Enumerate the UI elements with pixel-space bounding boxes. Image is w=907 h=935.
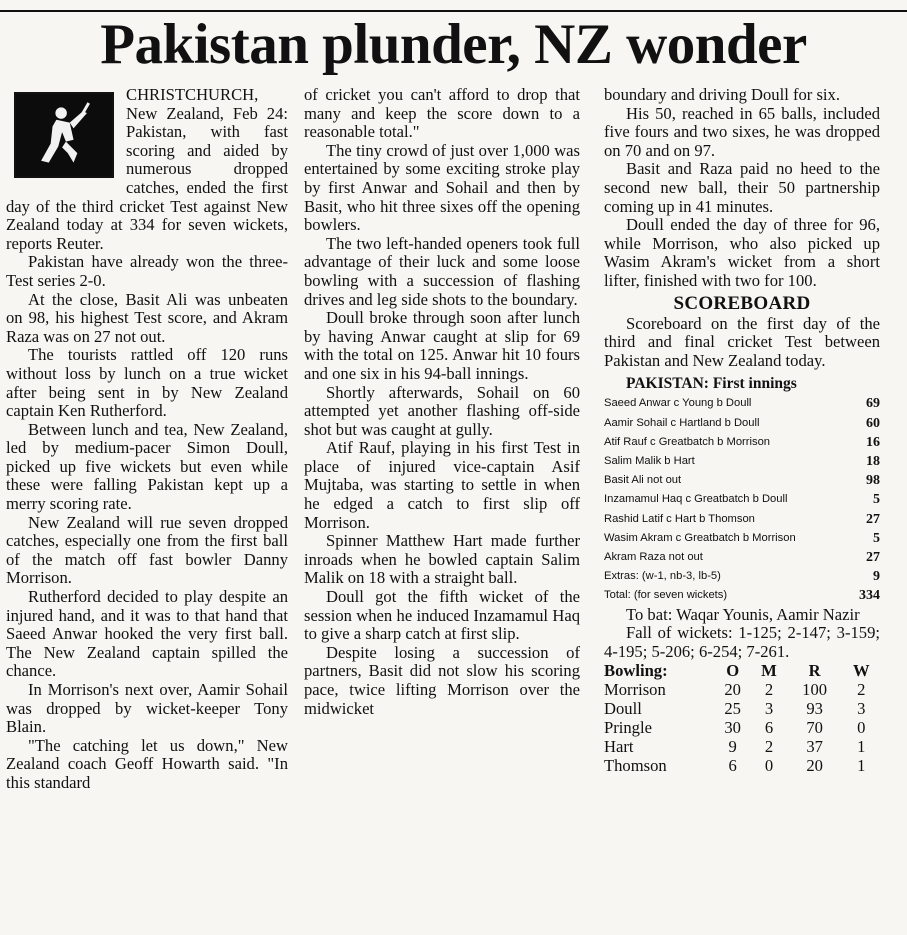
batting-row bbox=[604, 586, 880, 605]
article-paragraph: Basit and Raza paid no heed to the second new ball, their 50 partnership coming up in 41 minutes. bbox=[604, 159, 880, 216]
scoreboard-intro: Scoreboard on the first day of the third and final cricket Test between Pakistan and New Zealand today. bbox=[604, 313, 880, 370]
batting-row bbox=[604, 471, 880, 490]
batsman-entry: Saeed Anwar c Young b Doull bbox=[604, 397, 752, 410]
batsman-runs: 98 bbox=[866, 473, 880, 489]
article-paragraph: Doull ended the day of three for 96, while Morrison, who also picked up Wasim Akram's wicket from a short lifter, finished with two for 100. bbox=[604, 215, 880, 290]
bowling-figure: 93 bbox=[806, 699, 823, 719]
batting-row bbox=[604, 529, 880, 548]
fall-of-wickets: Fall of wickets: 1-125; 2-147; 3-159; 4-195; 5-206; 6-254; 7-261. bbox=[604, 623, 880, 661]
article-paragraph: The two left-handed openers took full advantage of their luck and some loose bowling with a succession of flashing drives and leg side shots to the boundary. bbox=[304, 233, 580, 309]
bowling-header-cell: R bbox=[808, 661, 821, 681]
batsman-runs: 334 bbox=[859, 588, 880, 604]
batsman-runs: 16 bbox=[866, 434, 880, 450]
bowling-figure: 100 bbox=[802, 680, 828, 700]
bowling-figure: 3 bbox=[857, 699, 866, 719]
scoreboard-title: SCOREBOARD bbox=[673, 292, 811, 314]
batting-row bbox=[604, 452, 880, 471]
bowling-row bbox=[604, 718, 880, 737]
batsman-entry: Aamir Sohail c Hartland b Doull bbox=[604, 416, 760, 429]
headline: Pakistan plunder, NZ wonder bbox=[100, 13, 807, 76]
article-paragraph: Despite losing a succession of partners, Basit did not slow his scoring pace, twice lifting Morrison over the midwicket bbox=[304, 642, 580, 718]
article-paragraph: Atif Rauf, playing in his first Test in place of injured vice-captain Asif Mujtaba, was starting to settle in when he edged a catch to first slip off Morrison. bbox=[304, 438, 580, 532]
bowling-figure: 25 bbox=[724, 699, 741, 719]
batsman-runs: 5 bbox=[873, 530, 880, 546]
bowling-figure: 9 bbox=[728, 737, 737, 757]
bowling-row bbox=[604, 737, 880, 756]
batsman-runs: 60 bbox=[866, 415, 880, 431]
article-paragraph: At the close, Basit Ali was unbeaten on 98, his highest Test score, and Akram Raza was on 27 not out. bbox=[6, 289, 288, 346]
bowling-figure: 0 bbox=[857, 718, 866, 738]
bowling-header-cell: O bbox=[726, 661, 740, 681]
bowler-name: Morrison bbox=[604, 680, 666, 700]
batsman-entry: Rashid Latif c Hart b Thomson bbox=[604, 512, 755, 525]
bowling-figure: 1 bbox=[857, 756, 866, 776]
batsman-entry: Atif Rauf c Greatbatch b Morrison bbox=[604, 435, 771, 448]
bowling-header-cell: Bowling: bbox=[604, 661, 668, 681]
bowling-table bbox=[604, 661, 880, 775]
article-lead: CHRISTCHURCH, New Zealand, Feb 24: Pakistan, with fast scoring and aided by numerous dropped catches, ended the first day of the third cricket Test against New Zealand today at 334 for seven wickets, reports Reuter. bbox=[6, 85, 288, 253]
article-paragraph: His 50, reached in 65 balls, included five fours and two sixes, he was dropped on 70 and on 97. bbox=[604, 103, 880, 160]
bowling-figure: 6 bbox=[764, 718, 774, 738]
batting-list bbox=[604, 394, 880, 605]
batsman-runs: 27 bbox=[866, 549, 880, 565]
article-paragraph: New Zealand will rue seven dropped catches, especially one from the first ball of the match off fast bowler Danny Morrison. bbox=[6, 512, 288, 588]
batsman-runs: 69 bbox=[866, 396, 880, 412]
cricket-batsman-icon bbox=[14, 92, 114, 178]
bowling-header-cell: M bbox=[761, 661, 777, 681]
batsman-runs: 9 bbox=[873, 569, 880, 585]
article-paragraph: Pakistan have already won the three-Test series 2-0. bbox=[6, 252, 288, 290]
article-paragraph: Spinner Matthew Hart made further inroads when he bowled captain Salim Malik on 18 with a straight ball. bbox=[304, 531, 580, 588]
bowling-header-cell: W bbox=[853, 661, 870, 681]
bowling-row bbox=[604, 756, 880, 775]
bowling-figure: 2 bbox=[764, 737, 774, 757]
batsman-entry: Wasim Akram c Greatbatch b Morrison bbox=[604, 531, 796, 544]
article-paragraph: Rutherford decided to play despite an injured hand, and it was to that hand that Saeed Anwar hooked the very first ball. The New Zealand captain spilled the chance. bbox=[6, 587, 288, 681]
innings-label: PAKISTAN: First innings bbox=[626, 375, 797, 393]
article-column-1 bbox=[6, 86, 288, 793]
article-paragraph: boundary and driving Doull for six. bbox=[604, 85, 840, 104]
bowling-figure: 3 bbox=[764, 699, 774, 719]
batsman-runs: 5 bbox=[873, 492, 880, 508]
bowling-figure: 30 bbox=[724, 718, 741, 738]
bowling-figure: 2 bbox=[764, 680, 774, 700]
batsman-entry: Akram Raza not out bbox=[604, 550, 703, 563]
batsman-runs: 27 bbox=[866, 511, 880, 527]
batsman-entry: Inzamamul Haq c Greatbatch b Doull bbox=[604, 493, 788, 506]
bowling-figure: 20 bbox=[724, 680, 741, 700]
article-column-3 bbox=[604, 86, 880, 775]
batsman-silhouette-icon bbox=[16, 94, 112, 176]
article-column-2 bbox=[304, 86, 580, 718]
article-paragraph: "The catching let us down," New Zealand coach Geoff Howarth said. "In this standard bbox=[6, 735, 288, 792]
article-paragraph: The tourists rattled off 120 runs without loss by lunch on a true wicket after being sent in by New Zealand captain Ken Rutherford. bbox=[6, 345, 288, 421]
batting-row bbox=[604, 548, 880, 567]
bowling-figure: 0 bbox=[764, 756, 774, 776]
article-paragraph: In Morrison's next over, Aamir Sohail was dropped by wicket-keeper Tony Blain. bbox=[6, 680, 288, 737]
bowling-row bbox=[604, 699, 880, 718]
bowling-row bbox=[604, 680, 880, 699]
bowling-figure: 6 bbox=[728, 756, 737, 776]
bowler-name: Hart bbox=[604, 737, 634, 757]
article-paragraph: The tiny crowd of just over 1,000 was entertained by some exciting stroke play by first Anwar and Sohail and then by Basit, who hit three sixes off the opening bowlers. bbox=[304, 140, 580, 235]
batting-row bbox=[604, 394, 880, 413]
article-paragraph: Doull got the fifth wicket of the session when he induced Inzamamul Haq to give a sharp catch at first slip. bbox=[304, 587, 580, 644]
bowling-figure: 37 bbox=[806, 737, 823, 757]
bowling-figure: 20 bbox=[806, 756, 823, 776]
bowling-figure: 2 bbox=[857, 680, 866, 700]
article-paragraph: Doull broke through soon after lunch by having Anwar caught at slip for 69 with the total on 125. Anwar hit 10 fours and one six in his 94-ball innings. bbox=[304, 308, 580, 383]
article-paragraph: Between lunch and tea, New Zealand, led by medium-pacer Simon Doull, picked up five wickets but even while these were falling Pakistan kept up a merry scoring rate. bbox=[6, 419, 288, 514]
batting-row bbox=[604, 414, 880, 433]
bowling-figure: 70 bbox=[806, 718, 823, 738]
batting-row bbox=[604, 567, 880, 586]
batting-row bbox=[604, 510, 880, 529]
batsman-entry: Basit Ali not out bbox=[604, 474, 682, 487]
bowling-figure: 1 bbox=[857, 737, 866, 757]
batsman-runs: 18 bbox=[866, 453, 880, 469]
batsman-entry: Extras: (w-1, nb-3, lb-5) bbox=[604, 570, 721, 583]
bowling-header-row bbox=[604, 661, 880, 680]
article-paragraph: of cricket you can't afford to drop that many and keep the score down to a reasonable total." bbox=[304, 85, 580, 142]
batting-row bbox=[604, 490, 880, 509]
batsman-entry: Total: (for seven wickets) bbox=[604, 589, 728, 602]
bowler-name: Doull bbox=[604, 699, 642, 719]
to-bat: To bat: Waqar Younis, Aamir Nazir bbox=[626, 604, 860, 624]
article-paragraph: Shortly afterwards, Sohail on 60 attempted yet another flashing off-side shot but was caught at gully. bbox=[304, 382, 580, 439]
bowler-name: Thomson bbox=[604, 756, 667, 776]
bowler-name: Pringle bbox=[604, 718, 652, 738]
batting-row bbox=[604, 433, 880, 452]
batsman-entry: Salim Malik b Hart bbox=[604, 454, 695, 467]
